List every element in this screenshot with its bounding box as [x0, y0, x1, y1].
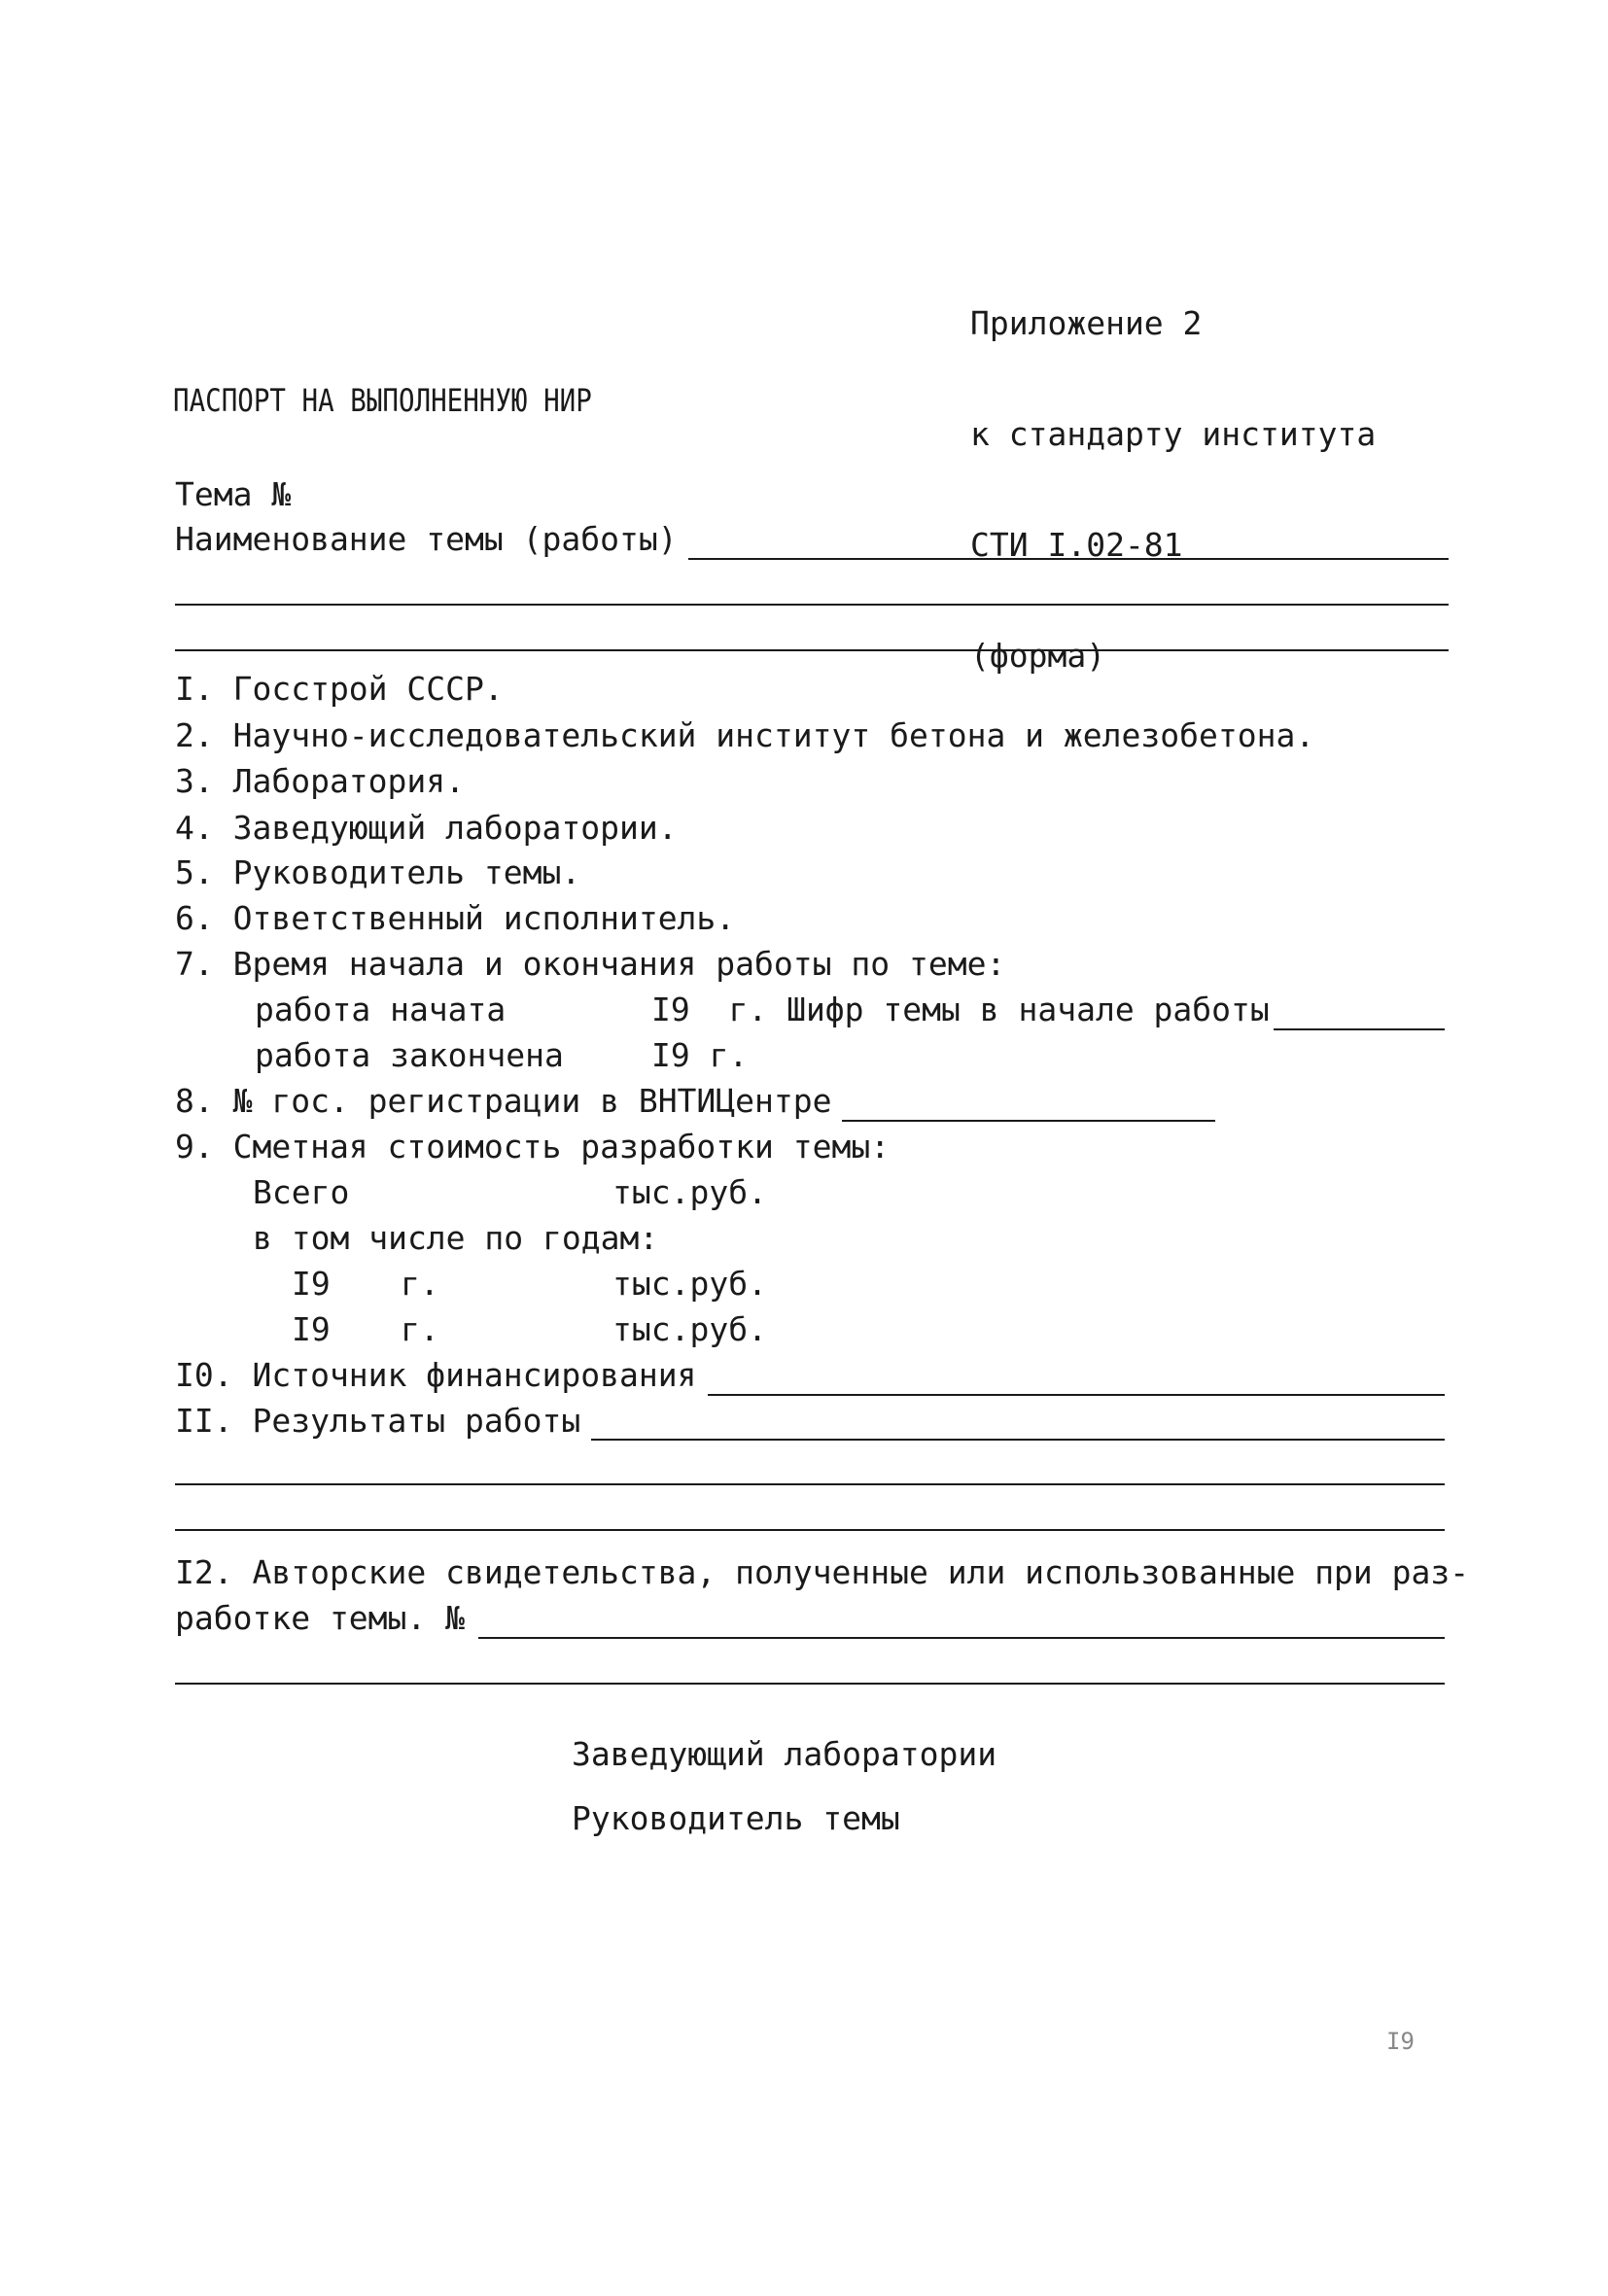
work-ended-label: работа закончена: [255, 1036, 564, 1074]
list-item: 7. Время начала и окончания работы по теме:: [175, 945, 1006, 983]
list-item: I. Госстрой СССР.: [175, 670, 504, 708]
theme-code-field-line[interactable]: [1274, 1028, 1445, 1030]
certificates-field-line[interactable]: [478, 1637, 1445, 1639]
list-item: 3. Лаборатория.: [175, 762, 466, 800]
by-years-label: в том числе по годам:: [253, 1219, 659, 1257]
list-item: 4. Заведующий лаборатории.: [175, 809, 678, 847]
year-cost-unit: тыс.руб.: [612, 1265, 767, 1303]
certificates-field-line[interactable]: [175, 1683, 1445, 1685]
theme-name-field-line[interactable]: [688, 558, 1449, 560]
appendix-line: (форма): [970, 637, 1106, 675]
signature-theme-leader: Руководитель темы: [572, 1799, 900, 1837]
work-started-label: работа начата: [255, 991, 507, 1028]
list-item-continuation: работке темы. №: [175, 1599, 466, 1637]
appendix-line: Приложение 2: [970, 304, 1203, 342]
appendix-block: [970, 229, 1376, 712]
year-suffix: г.: [401, 1310, 439, 1348]
list-item: 8. № гос. регистрации в ВНТИЦентре: [175, 1082, 832, 1120]
registration-field-line[interactable]: [842, 1120, 1215, 1122]
work-started-year: I9 г. Шифр темы в начале работы: [651, 991, 1270, 1028]
list-item: 2. Научно-исследовательский институт бетона и железобетона.: [175, 716, 1315, 754]
theme-name-label: Наименование темы (работы): [175, 520, 678, 558]
results-field-line[interactable]: [591, 1439, 1445, 1441]
list-item: 6. Ответственный исполнитель.: [175, 899, 736, 937]
year-label: I9: [292, 1265, 331, 1303]
theme-number-label: Тема №: [175, 475, 292, 513]
year-cost-unit: тыс.руб.: [612, 1310, 767, 1348]
appendix-line: к стандарту института: [970, 415, 1377, 453]
year-suffix: г.: [401, 1265, 439, 1303]
list-item: I2. Авторские свидетельства, полученные или использованные при раз-: [175, 1553, 1470, 1591]
list-item: 9. Сметная стоимость разработки темы:: [175, 1128, 891, 1165]
theme-name-field-line[interactable]: [175, 649, 1449, 651]
list-item: I0. Источник финансирования: [175, 1356, 697, 1394]
results-field-line[interactable]: [175, 1529, 1445, 1531]
appendix-line: СТИ I.02-81: [970, 526, 1183, 564]
total-cost-label: Всего: [253, 1173, 350, 1211]
page-number: I9: [1386, 2028, 1415, 2055]
work-ended-year: I9 г.: [651, 1036, 749, 1074]
list-item: II. Результаты работы: [175, 1402, 581, 1440]
document-title: ПАСПОРТ НА ВЫПОЛНЕННУЮ НИР: [173, 382, 592, 419]
year-label: I9: [292, 1310, 331, 1348]
theme-name-field-line[interactable]: [175, 604, 1449, 606]
total-cost-unit: тыс.руб.: [612, 1173, 767, 1211]
list-item: 5. Руководитель темы.: [175, 853, 581, 891]
funding-source-field-line[interactable]: [708, 1394, 1445, 1396]
results-field-line[interactable]: [175, 1483, 1445, 1485]
signature-head-of-lab: Заведующий лаборатории: [572, 1735, 997, 1773]
